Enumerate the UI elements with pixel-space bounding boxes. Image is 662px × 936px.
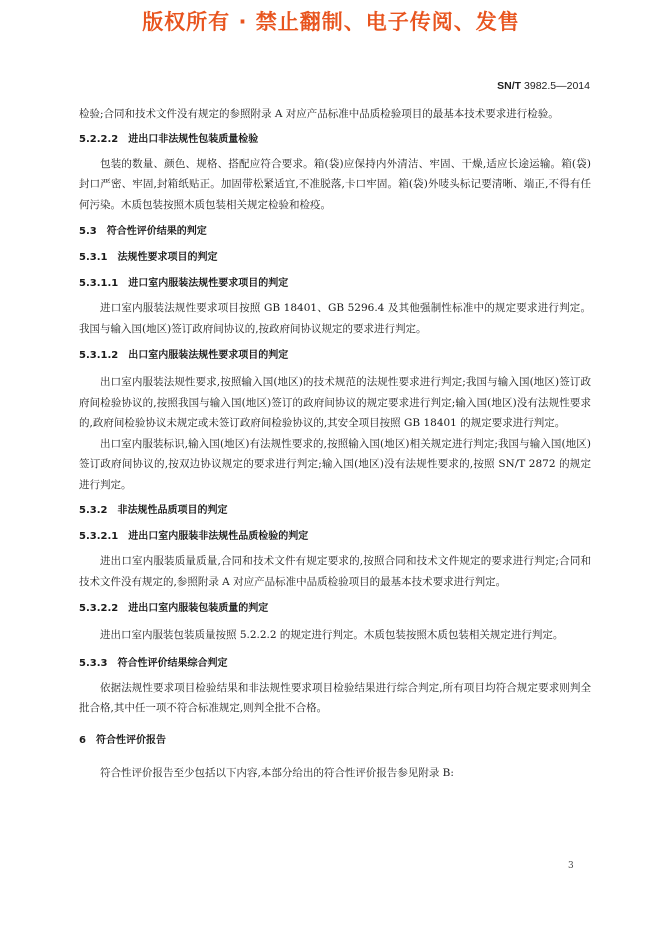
section-title: 进口室内服装法规性要求项目的判定: [128, 278, 289, 289]
paragraph: 检验;合同和技术文件没有规定的参照附录 A 对应产品标准中品质检验项目的最基本技术要求进行检验。: [79, 108, 559, 120]
section-heading: [79, 274, 591, 294]
section-heading: [79, 130, 591, 150]
section-title: 符合性评价结果综合判定: [117, 657, 228, 669]
section-title: 进出口非法规性包装质量检验: [128, 133, 259, 145]
section-number: 6: [79, 734, 86, 746]
section-number: 5.2.2.2: [79, 133, 119, 145]
section-title: 法规性要求项目的判定: [117, 252, 218, 263]
section-number: 5.3.2: [79, 505, 108, 516]
paragraph: 进出口室内服装质量质量,合同和技术文件有规定要求的,按照合同和技术文件规定的要求进行判定;合同和技术文件没有规定的,参照附录 A 对应产品标准中品质检验项目的最基本技术要求进行判定。: [79, 555, 591, 588]
section-number: 5.3.1: [79, 252, 108, 263]
standard-code-prefix: SN/T: [497, 80, 522, 92]
paragraph: 包装的数量、颜色、规格、搭配应符合要求。箱(袋)应保持内外清洁、牢固、干燥,适应长途运输。箱(袋)封口严密、牢固,封箱纸贴正。加固带松紧适宜,不准脱落,卡口牢固。箱(袋)外唛头标记要清晰、端正,不得有任何污染。木质包装按照木质包装相关规定检验和检疫。: [79, 157, 591, 211]
section-number: 5.3.1.2: [79, 350, 119, 361]
document-body: [79, 104, 591, 783]
copyright-watermark: 版权所有 · 禁止翻制、电子传阅、发售: [142, 10, 520, 34]
section-heading: [79, 527, 591, 547]
section-title: 进出口室内服装包装质量的判定: [128, 603, 269, 614]
paragraph: 出口室内服装标识,输入国(地区)有法规性要求的,按照输入国(地区)相关规定进行判定;我国与输入国(地区)签订政府间协议的,按双边协议规定的要求进行判定;输入国(地区)没有法规性要求的,按照 SN/T 2872 的规定进行判定。: [79, 437, 591, 491]
section-heading: [79, 248, 591, 268]
section-number: 5.3.2.2: [79, 603, 119, 614]
paragraph: 出口室内服装法规性要求,按照输入国(地区)的技术规范的法规性要求进行判定;我国与输入国(地区)签订政府间检验协议的,按照我国与输入国(地区)签订的政府间协议的规定要求进行判定;输入国(地区)没有法规性要求的,政府间检验协议未规定或未签订政府间检验协议的,其安全项目按照 GB 18401 的规定要求进行判定。: [79, 376, 591, 429]
section-number: 5.3.1.1: [79, 278, 119, 289]
page-number: 3: [568, 861, 574, 871]
standard-code: [497, 80, 590, 92]
section-heading: [79, 501, 591, 521]
paragraph: 依据法规性要求项目检验结果和非法规性要求项目检验结果进行综合判定,所有项目均符合规定要求则判全批合格,其中任一项不符合标准规定,则判全批不合格。: [79, 681, 591, 714]
section-heading: [79, 654, 591, 674]
section-heading: [79, 346, 591, 366]
paragraph: 进出口室内服装包装质量按照 5.2.2.2 的规定进行判定。木质包装按照木质包装相关规定进行判定。: [100, 629, 564, 641]
section-heading: [79, 222, 591, 242]
section-title: 进出口室内服装非法规性品质检验的判定: [128, 531, 309, 542]
paragraph: 符合性评价报告至少包括以下内容,本部分给出的符合性评价报告参见附录 B:: [100, 766, 454, 779]
section-number: 5.3: [79, 226, 97, 237]
section-number: 5.3.3: [79, 657, 108, 669]
section-title: 非法规性品质项目的判定: [117, 505, 228, 516]
section-title: 出口室内服装法规性要求项目的判定: [128, 350, 289, 361]
section-heading: [79, 599, 591, 619]
paragraph: 进口室内服装法规性要求项目按照 GB 18401、GB 5296.4 及其他强制性标准中的规定要求进行判定。我国与输入国(地区)签订政府间协议的,按政府间协议规定的要求进行判定。: [79, 302, 591, 335]
section-number: 5.3.2.1: [79, 531, 119, 542]
section-heading: [79, 731, 591, 751]
section-title: 符合性评价报告: [95, 734, 166, 746]
standard-code-number: 3982.5—2014: [524, 80, 590, 92]
section-title: 符合性评价结果的判定: [106, 226, 207, 237]
